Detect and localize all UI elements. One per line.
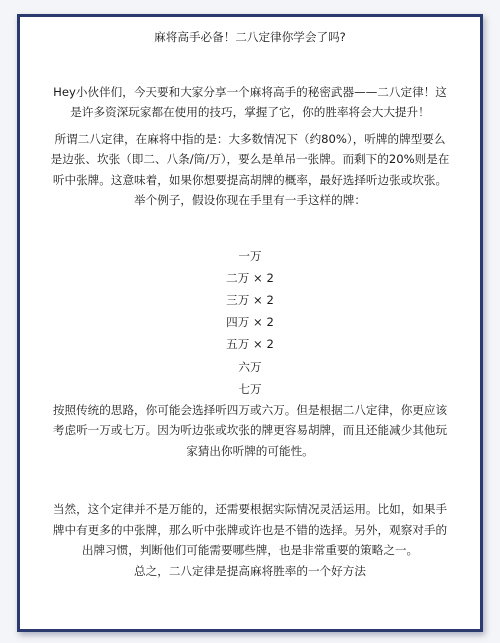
hand-tile-list <box>50 245 450 400</box>
hand-tile-item: 二万 × 2 <box>226 270 274 285</box>
document-card <box>17 14 483 632</box>
intro-paragraph: Hey小伙伴们，今天要和大家分享一个麻将高手的秘密武器——二八定律！这是许多资深玩家都在使用的技巧，掌握了它，你的胜率将会大大提升！ <box>53 84 447 119</box>
summary-paragraph: 总之，二八定律是提高麻将胜率的一个好方法 <box>134 563 366 578</box>
hand-tile-item: 四万 × 2 <box>226 315 274 330</box>
caveat-paragraph: 当然，这个定律并不是万能的，还需要根据实际情况灵活运用。比如，如果手牌中有更多的中张牌，那么听中张牌或许也是不错的选择。另外，观察对手的出牌习惯，判断他们可能需要哪些牌，也是非常重要的策略之一。 <box>52 502 448 558</box>
definition-paragraph: 所谓二八定律，在麻将中指的是：大多数情况下（约80%），听牌的牌型要么是边张、坎张（即二、八条/筒/万），要么是单吊一张牌。而剩下的20%则是在听中张牌。这意味着，如果你想要提高胡牌的概率，最好选择听边张或坎张。 <box>50 131 450 187</box>
hand-tile-item: 六万 <box>238 359 262 374</box>
hand-tile-item: 五万 × 2 <box>226 337 274 352</box>
article-body <box>50 27 450 581</box>
hand-tile-item: 一万 <box>238 248 262 263</box>
analysis-paragraph: 按照传统的思路，你可能会选择听四万或六万。但是根据二八定律，你更应该考虑听一万或七万。因为听边张或坎张的牌更容易胡牌，而且还能减少其他玩家猜出你听牌的可能性。 <box>52 402 448 458</box>
hand-tile-item: 七万 <box>238 381 262 396</box>
article-title: 麻将高手必备！二八定律你学会了吗? <box>154 30 346 44</box>
example-lead-paragraph: 举个例子，假设你现在手里有一手这样的牌： <box>134 193 366 207</box>
hand-tile-item: 三万 × 2 <box>226 292 274 307</box>
